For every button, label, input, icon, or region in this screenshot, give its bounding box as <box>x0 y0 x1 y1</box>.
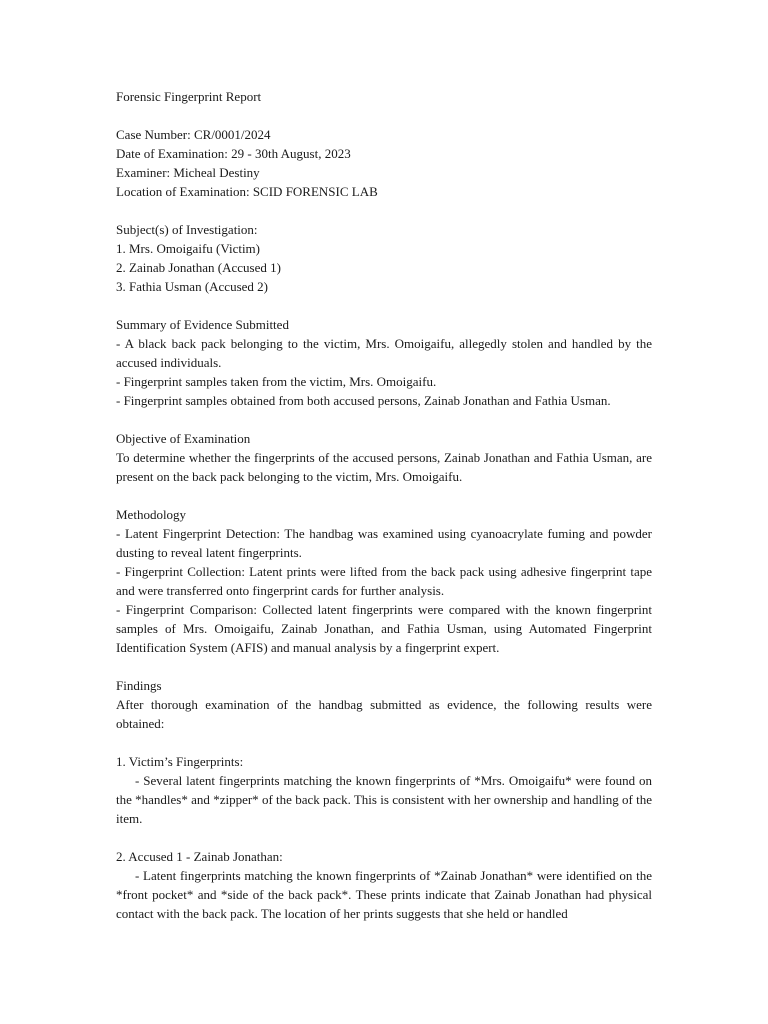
victim-findings-text: - Several latent fingerprints matching the known fingerprints of *Mrs. Omoigaifu* were found on the *handles* and *zipper* of the back pack. This is consistent with her ownership and handling of the item. <box>116 773 652 826</box>
spacer <box>116 296 652 315</box>
methodology-item: - Fingerprint Comparison: Collected latent fingerprints were compared with the known fingerprint samples of Mrs. Omoigaifu, Zainab Jonathan, and Fathia Usman, using Automated Fingerprint Identification System (AFIS) and manual analysis by a fingerprint expert. <box>116 602 652 655</box>
report-title: Forensic Fingerprint Report <box>116 89 262 104</box>
methodology-item: - Fingerprint Collection: Latent prints were lifted from the back pack using adhesive fingerprint tape and were transferred onto fingerprint cards for further analysis. <box>116 564 652 598</box>
spacer <box>116 486 652 505</box>
spacer <box>116 733 652 752</box>
spacer <box>116 410 652 429</box>
accused1-findings-text: - Latent fingerprints matching the known fingerprints of *Zainab Jonathan* were identified on the *front pocket* and *side of the back pack*. These prints indicate that Zainab Jonathan had physical contact with the back pack. The location of her prints suggests that she held or handled <box>116 868 652 921</box>
location-of-examination: Location of Examination: SCID FORENSIC LAB <box>116 184 378 199</box>
evidence-heading: Summary of Evidence Submitted <box>116 317 289 332</box>
objective-text: To determine whether the fingerprints of the accused persons, Zainab Jonathan and Fathia Usman, are present on the back pack belonging to the victim, Mrs. Omoigaifu. <box>116 450 652 484</box>
findings-heading: Findings <box>116 678 162 693</box>
objective-heading: Objective of Examination <box>116 431 251 446</box>
subject-item: 1. Mrs. Omoigaifu (Victim) <box>116 241 261 256</box>
methodology-item: - Latent Fingerprint Detection: The handbag was examined using cyanoacrylate fuming and powder dusting to reveal latent fingerprints. <box>116 526 652 560</box>
methodology-heading: Methodology <box>116 507 187 522</box>
report-body <box>116 87 652 923</box>
examiner: Examiner: Micheal Destiny <box>116 165 260 180</box>
evidence-item: - A black back pack belonging to the victim, Mrs. Omoigaifu, allegedly stolen and handled by the accused individuals. <box>116 336 652 370</box>
victim-findings-heading: 1. Victim’s Fingerprints: <box>116 754 244 769</box>
subject-item: 2. Zainab Jonathan (Accused 1) <box>116 260 281 275</box>
evidence-item: - Fingerprint samples obtained from both accused persons, Zainab Jonathan and Fathia Usman. <box>116 393 611 408</box>
case-number: Case Number: CR/0001/2024 <box>116 127 271 142</box>
spacer <box>116 828 652 847</box>
evidence-item: - Fingerprint samples taken from the victim, Mrs. Omoigaifu. <box>116 374 437 389</box>
date-of-examination: Date of Examination: 29 - 30th August, 2023 <box>116 146 351 161</box>
findings-intro: After thorough examination of the handbag submitted as evidence, the following results were obtained: <box>116 697 652 731</box>
spacer <box>116 201 652 220</box>
spacer <box>116 106 652 125</box>
accused1-findings-heading: 2. Accused 1 - Zainab Jonathan: <box>116 849 283 864</box>
subjects-heading: Subject(s) of Investigation: <box>116 222 258 237</box>
spacer <box>116 657 652 676</box>
subject-item: 3. Fathia Usman (Accused 2) <box>116 279 268 294</box>
